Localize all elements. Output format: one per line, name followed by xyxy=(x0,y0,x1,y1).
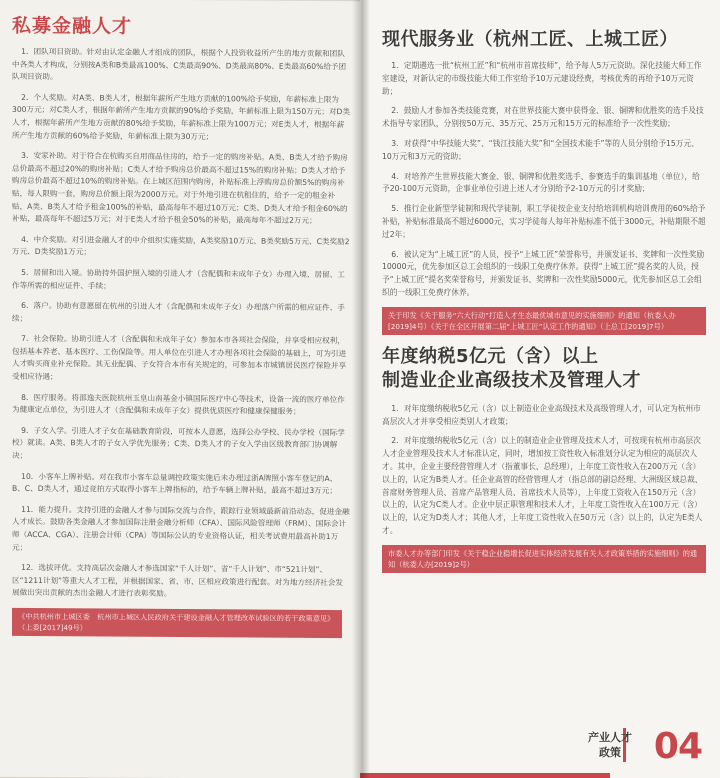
page-number: 04 xyxy=(653,726,702,767)
left-para-10: 10．小客车上牌补贴。对在我市小客车总量调控政策实施后未办理过浙A牌照小客车登记的A、B、C、D类人才，通过竞拍方式取得小客车上牌指标的，给予车辆上牌补贴，最高不超过3万元； xyxy=(12,471,338,496)
left-para-7: 7．社会保险。协助引进人才（含配偶和未成年子女）参加本市各项社会保险，并享受相应权利，包括基本养老、基本医疗、工伤保险等。用人单位在引进人才办理各项社会保险的基础上，可为引进人才购买商业补充保险。其无业配偶、子女符合本市有关规定的，可参加本市城镇居民医疗保险并享受相应待遇； xyxy=(12,334,347,382)
left-title: 私募金融人才 xyxy=(12,14,133,38)
left-para-1: 1．团队项目资助。针对由认定金融人才组成的团队，根据个人投资收益所产生的地方贡献和团队中各类人才构成，分别按A类和B类最高100%、C类最高90%、D类最高80%、E类最高60%给予团队项目资助。 xyxy=(12,46,347,82)
footer-red-bar xyxy=(360,773,610,778)
left-para-3: 3．安家补助。对于符合在杭购买自用商品住房的，给予一定的购房补贴。A类、B类人才给予购房总价最高不超过20%的购房补贴；C类人才给予购房总价最高不超过15%的购房补贴；D类人才给予购房总价最高不超过10%的购房补贴。在上城区范围内购房，补贴标准上浮购房总价额5%的购房补贴，每人限购一套，购房总价额上限为2000万元。对于外地引进在杭租住的，给予一定的租金补贴，A类、B类人才给予租金100%的补贴，最高每年不超过10万元；C类、D类人才给予租金60%的补贴，最高每年不超过5万元；对于E类人才给予租金50%的补贴，最高每年不超过2万元； xyxy=(12,151,348,226)
right-content-1 xyxy=(382,60,706,300)
right-page xyxy=(360,0,720,778)
right-para-3: 3．对获得“中华技能大奖”、“钱江技能大奖”和“全国技术能手”等的人员分别给予15万元、10万元和3万元的资助； xyxy=(382,138,699,161)
footer-label-line-1: 产业人才 xyxy=(588,731,632,744)
left-content xyxy=(12,46,350,602)
footer-section-label xyxy=(588,730,632,760)
left-para-2: 2．个人奖励。对A类、B类人才，根据年薪所产生地方贡献的100%给予奖励，年薪标准上限为300万元；对C类人才，根据年薪所产生地方贡献的90%给予奖励，年薪标准上限为150万元；对D类人才，根据年薪所产生地方贡献的80%给予奖励，年薪标准上限为100万元；对E类人才，根据年薪所产生地方贡献的60%给予奖励，年薪标准上限为30万元； xyxy=(12,92,350,141)
left-para-12: 12．选拔评优。支持高层次金融人才参选国家“千人计划”、省“千人计划”、市“521计划”、区“1211计划”等重大人才工程，并根据国家、省、市、区相应政策进行配套。对为地方经济社会发展做出突出贡献的杰出金融人才进行表彰奖励。 xyxy=(12,563,343,599)
right-para-8: 2．对年度缴纳税收5亿元（含）以上的制造业企业管理及技术人才，可按现有杭州市高层次人才企业管理及技术人才标准认定，同时，增加按工资性收入标准划分认定为相应的高层次人才。其中，企业主要经营管理人才（指董事长、总经理），上年度工资性收入在200万元（含）以上的，认定为B类人才。任企业高管的经营管理人才（指总部的副总经理、大洲级区域总裁、首席财务管理人员、首席产品管理人员、首席技术人员等），上年度工资收入在150万元（含）以上的，认定为C类人才。企业中层正职管理和技术人才，上年度工资性收入在100万元（含）以上的，认定为D类人才；其他人才，上年度工资性收入在50万元（含）以上的，认定为E类人才。 xyxy=(382,436,703,535)
right-para-6: 6．被认定为“上城工匠”的人员，授予“上城工匠”荣誉称号，并颁发证书、奖牌和一次性奖励10000元，优先参加区总工会组织的一线职工免费疗休养。获得“上城工匠”提名奖的人员，授予“上城工匠”提名奖荣誉称号，并颁发证书、奖牌和一次性奖励5000元，优先参加区总工会组织的一线职工免费疗休养。 xyxy=(382,249,705,297)
left-para-5: 5．居留和出入境。协助持外国护照入境的引进人才（含配偶和未成年子女）办理入境、居留、工作等所需的相应证件、手续； xyxy=(12,267,345,291)
left-para-4: 4．中介奖励。对引进金融人才的中介组织实施奖励，A类奖励10万元、B类奖励5万元、C类奖励2万元、D类奖励1万元； xyxy=(12,234,350,257)
left-para-11: 11．能力提升。支持引进的金融人才参与国际交流与合作，跟踪行业领域最新前沿动态，促进金融人才成长。鼓励各类金融人才参加国际注册金融分析师（CFA）、国际风险管理师（FRM）、国际会计师（ACCA、CGA）、注册会计师（CPA）等国际公认的专业资格认证，相关考试费用最高补助1万元； xyxy=(12,504,350,552)
right-para-4: 4．对培养产生世界技能大赛金、银、铜牌和优胜奖选手、参赛选手的集训基地（单位），给予20-100万元资助，企事业单位引进上述人才分别给予2-10万元的引才奖励； xyxy=(382,171,700,194)
left-para-8: 8．医疗服务。将邵逸夫医院杭州玉皇山南基金小镇国际医疗中心等技术，设备一流的医疗单位作为健康定点单位，为引进人才（含配偶和未成年子女）提供优质医疗和健康保健服务； xyxy=(12,392,345,417)
right-title-2b: 制造业企业高级技术及管理人才 xyxy=(382,369,641,391)
footer-label-line-2: 政策 xyxy=(599,746,621,759)
left-reference-box: 《中共杭州市上城区委 杭州市上城区人民政府关于建设金融人才管理改革试验区的若干政策意见》（上委[2017]49号） xyxy=(12,608,342,638)
right-para-2: 2．鼓励人才参加各类技能竞赛，对在世界技能大赛中获得金、银、铜牌和优胜奖的选手及技术指导专家团队，分别按50万元、35万元、25万元和15万元的标准给予一次性奖励； xyxy=(382,106,704,129)
right-title-2a: 年度纳税5亿元（含）以上 xyxy=(382,345,599,367)
page-footer xyxy=(360,720,720,778)
right-para-1: 1．定期遴选一批“杭州工匠”和“杭州市首席技师”，给予每人5万元资助。深化技能大师工作室建设，对新认定的市级技能大师工作室给予10万元建设经费，考核优秀的再给予10万元资助； xyxy=(382,61,702,96)
book-spine-shadow xyxy=(352,0,370,778)
right-reference-box-2: 市委人才办等部门印发《关于稳企业稳增长促进实体经济发展有关人才政策举措的实施细则》的通知（杭委人办[2019]2号） xyxy=(382,545,706,573)
right-para-7: 1．对年度缴纳税收5亿元（含）以上制造业企业高级技术及高级管理人才，可认定为杭州市高层次人才并享受相应类别人才政策； xyxy=(382,403,701,426)
right-para-5: 5．推行企业新型学徒制和现代学徒制，职工学徒按企业支付给培训机构培训费用的60%给予补贴，补贴标准最高不超过6000元，实习学徒每人每年补贴标准不低于3000元，补贴期限不超过2年； xyxy=(382,204,706,239)
right-title-1: 现代服务业（杭州工匠、上城工匠） xyxy=(382,29,678,50)
left-para-6: 6．落户。协助有意愿留在杭州的引进人才（含配偶和未成年子女）办理落户所需的相应证件、手续； xyxy=(12,300,345,323)
left-para-9: 9．子女入学。引进人才子女在基础教育阶段，可按本人意愿，选择公办学校、民办学校（国际学校）就读。A类、B类人才的子女入学优先服务；C类、D类人才的子女入学由区级教育部门协调解决； xyxy=(12,425,345,460)
right-reference-box-1: 关于印发《关于服务“六大行动”打造人才生态最优城市意见的实施细则》的通知（杭委人办[2019]4号）《关于在全区开展第二届“上城工匠”认定工作的通知》（上总工[2019]7号） xyxy=(382,307,706,335)
right-content-2 xyxy=(382,403,706,538)
